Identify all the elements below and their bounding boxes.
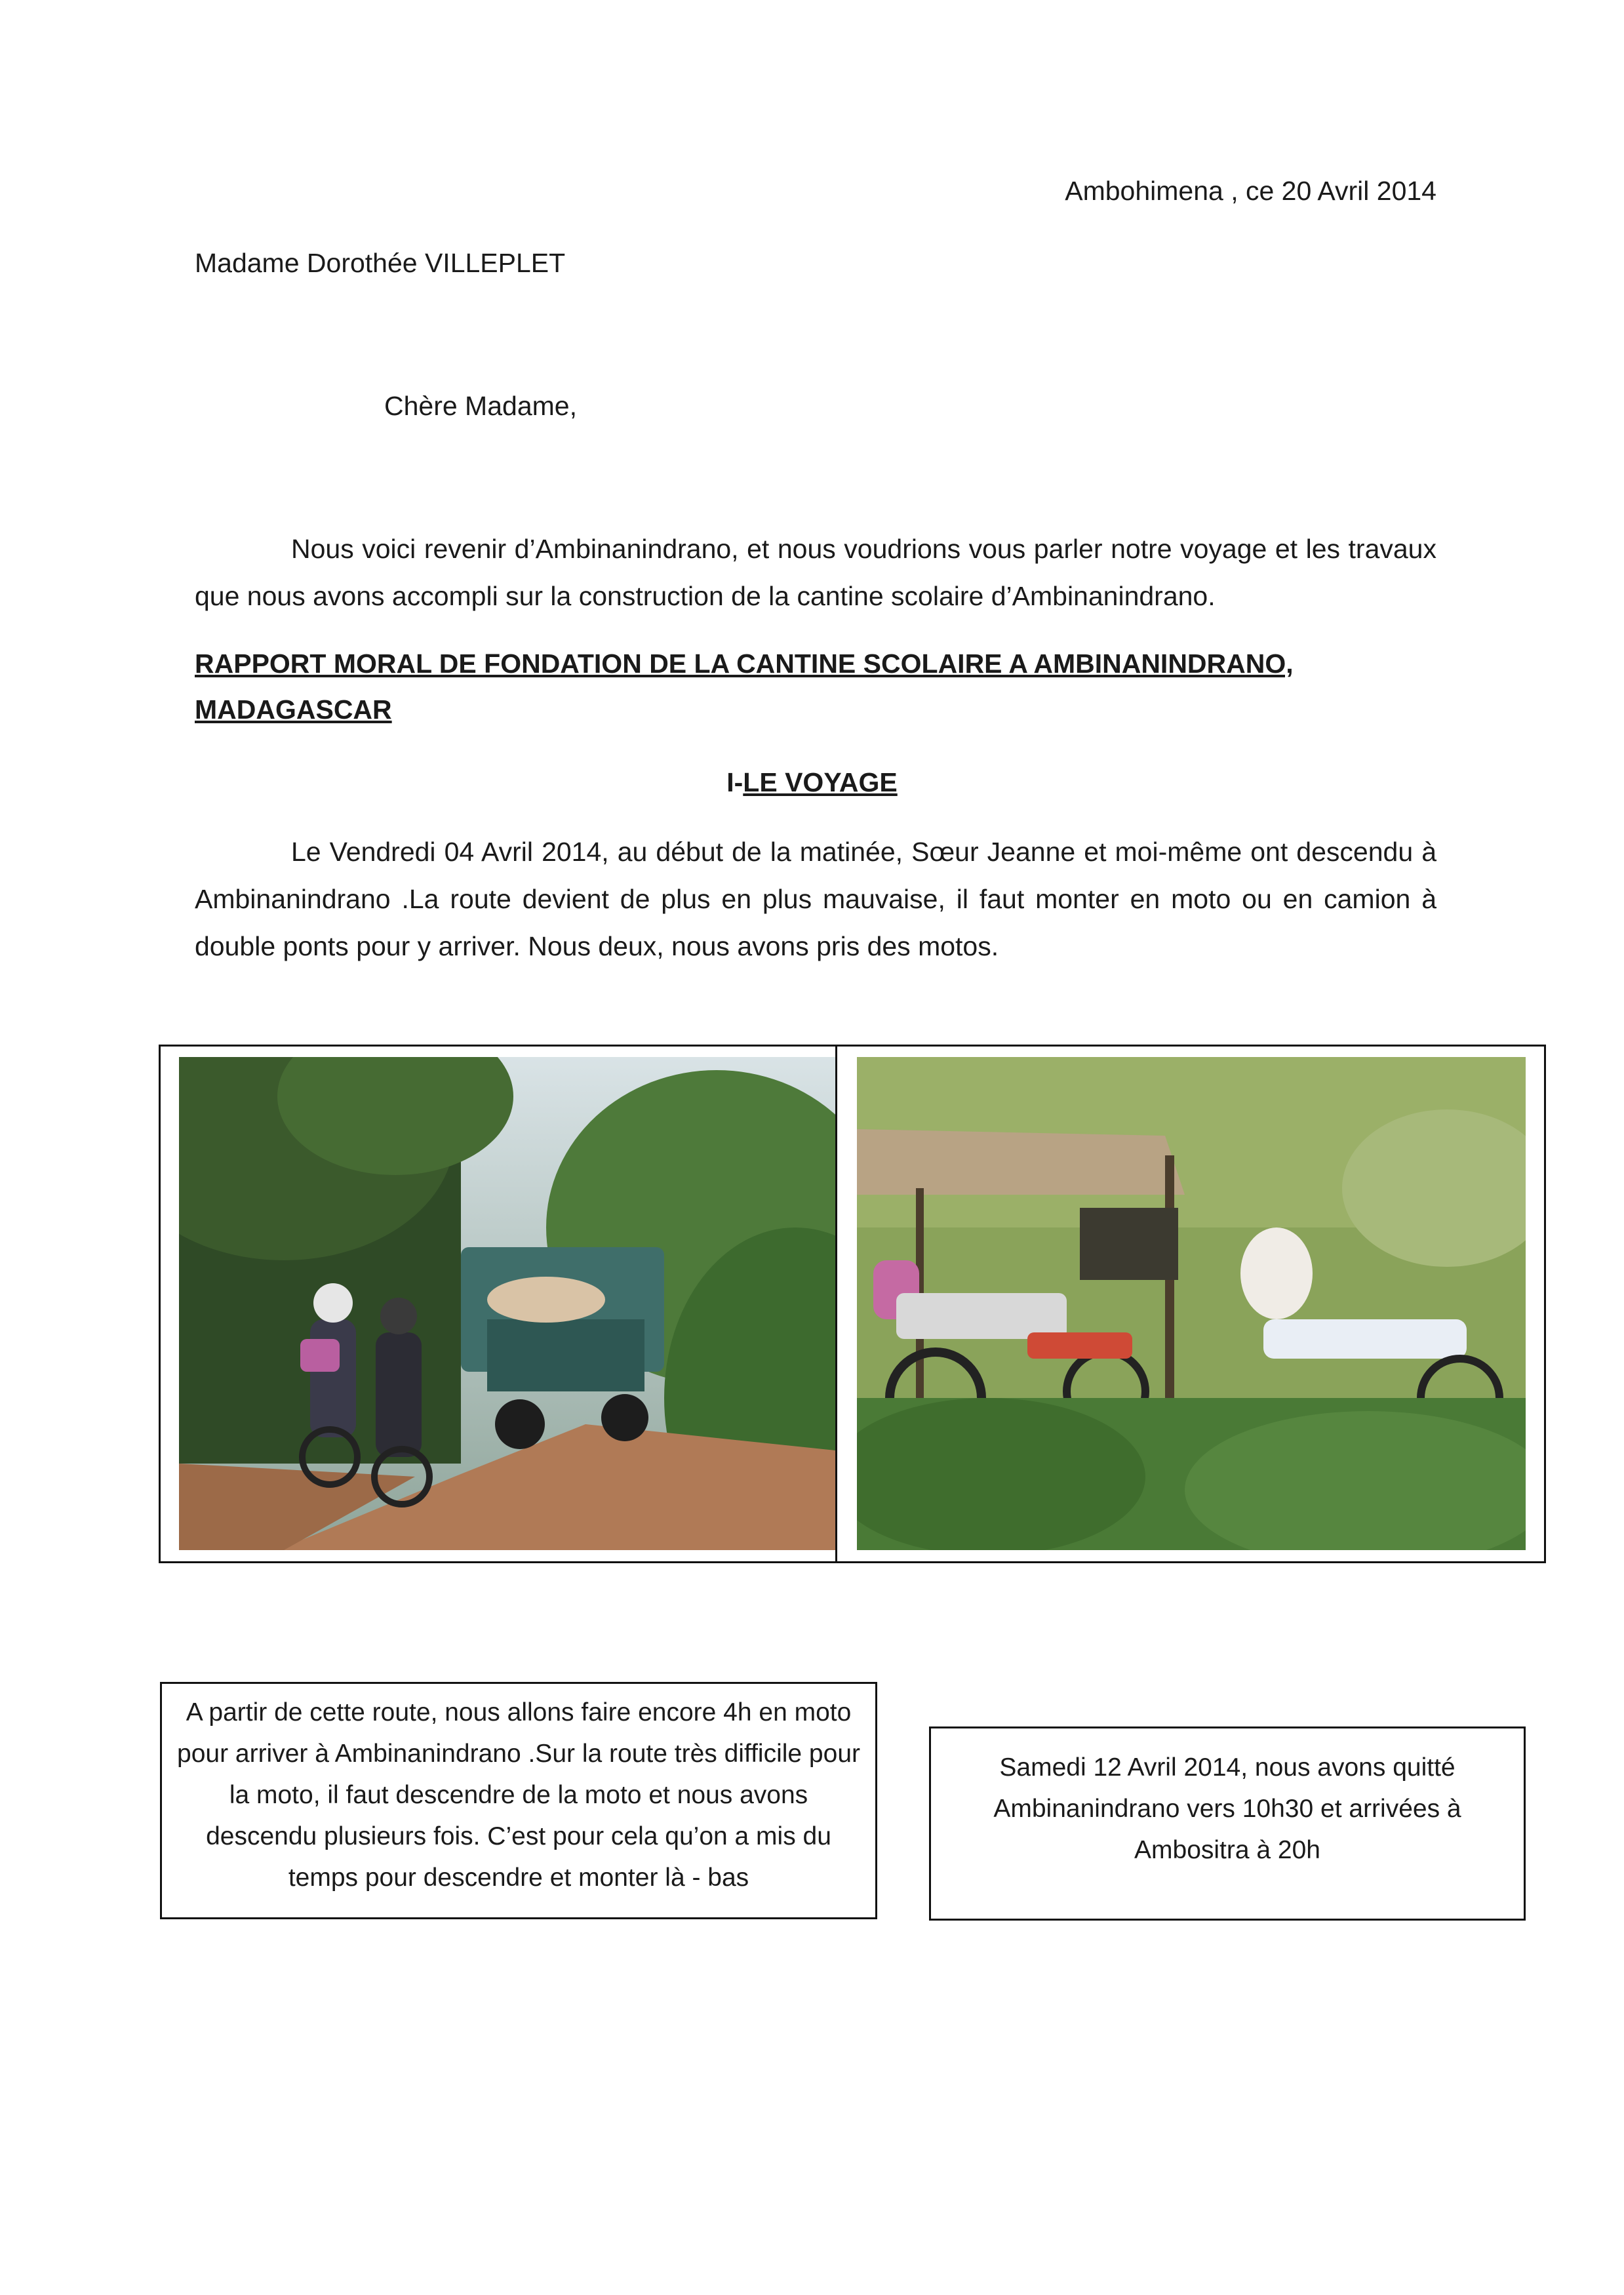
- letter-date: Ambohimena , ce 20 Avril 2014: [1065, 176, 1436, 206]
- salutation: Chère Madame,: [384, 391, 577, 421]
- section-title-text: LE VOYAGE: [743, 767, 898, 797]
- photo-divider: [835, 1045, 837, 1563]
- section-prefix: I-: [726, 767, 743, 797]
- report-heading: RAPPORT MORAL DE FONDATION DE LA CANTINE SCOLAIRE A AMBINANINDRANO, MADAGASCAR: [195, 649, 1294, 725]
- section-title: [0, 759, 1624, 806]
- intro-paragraph: Nous voici revenir d’Ambinanindrano, et nous voudrions vous parler notre voyage et les travaux que nous avons accompli sur la construction de la cantine scolaire d’Ambinanindrano.: [195, 534, 1436, 611]
- caption-box-right: Samedi 12 Avril 2014, nous avons quitté Ambinanindrano vers 10h30 et arrivées à Ambositra à 20h: [929, 1726, 1526, 1921]
- caption-box-left: A partir de cette route, nous allons faire encore 4h en moto pour arriver à Ambinanindrano .Sur la route très difficile pour la moto, il faut descendre de la moto et nous avons descendu plusieurs fois. C’est pour cela qu’on a mis du temps pour descendre et monter là - bas: [160, 1682, 877, 1919]
- voyage-paragraph: Le Vendredi 04 Avril 2014, au début de la matinée, Sœur Jeanne et moi-même ont descendu à Ambinanindrano .La route devient de plus en plus mauvaise, il faut monter en moto ou en camion à double ponts pour y arriver. Nous deux, nous avons pris des motos.: [195, 837, 1436, 961]
- photo-road-truck-motorbikes: [179, 1057, 835, 1550]
- photo-motorbikes-rest-stop: [857, 1057, 1526, 1550]
- recipient-name: Madame Dorothée VILLEPLET: [195, 248, 566, 278]
